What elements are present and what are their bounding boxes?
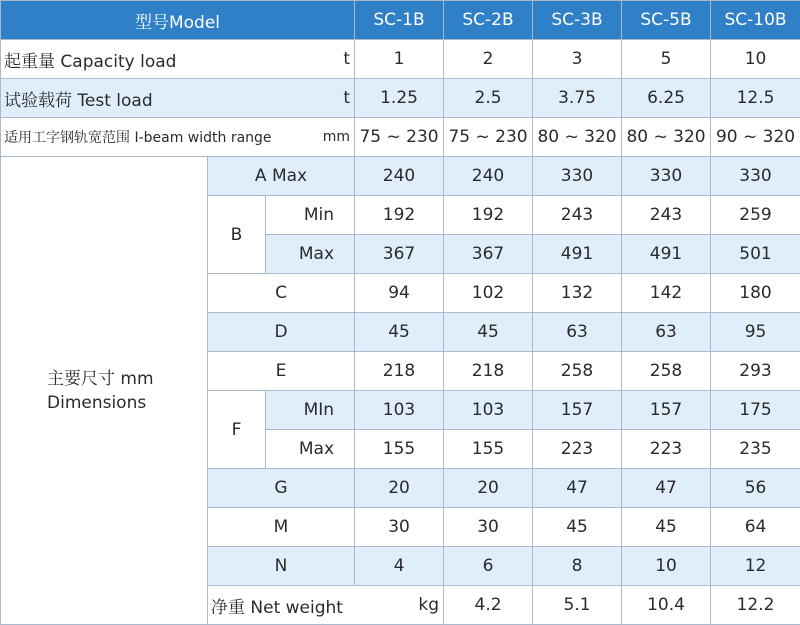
table-cell: 491 <box>533 235 622 274</box>
table-cell: 258 <box>622 352 711 391</box>
net-weight-unit: kg <box>418 595 440 615</box>
model-header: 型号Model <box>1 1 355 40</box>
model-sc-2b: SC-2B <box>444 1 533 40</box>
dim-a-row <box>1 157 800 196</box>
table-cell: 491 <box>622 235 711 274</box>
test-load-label: 试验载荷 Test load t <box>1 79 355 118</box>
dim-b-max-label: Max <box>266 235 355 274</box>
net-weight-label: 净重 Net weight kg <box>208 586 444 625</box>
table-cell: 501 <box>711 235 800 274</box>
model-sc-3b: SC-3B <box>533 1 622 40</box>
table-cell: 63 <box>533 313 622 352</box>
table-cell: 2 <box>444 40 533 79</box>
table-cell: 102 <box>444 274 533 313</box>
table-cell: 4 <box>355 547 444 586</box>
table-cell: 192 <box>444 196 533 235</box>
table-cell: 6.25 <box>622 79 711 118</box>
table-cell: 45 <box>622 508 711 547</box>
table-cell: 20 <box>444 469 533 508</box>
table-cell: 80 ~ 320 <box>533 118 622 157</box>
table-cell: 157 <box>622 391 711 430</box>
dim-d-label: D <box>208 313 355 352</box>
table-cell: 5 <box>622 40 711 79</box>
table-cell: 75 ~ 230 <box>444 118 533 157</box>
table-cell: 175 <box>711 391 800 430</box>
table-cell: 155 <box>444 430 533 469</box>
table-cell: 3 <box>533 40 622 79</box>
table-cell: 4.2 <box>444 586 533 625</box>
table-cell: 330 <box>622 157 711 196</box>
table-cell: 243 <box>533 196 622 235</box>
table-cell: 218 <box>444 352 533 391</box>
table-cell: 1 <box>355 40 444 79</box>
table-cell: 45 <box>355 313 444 352</box>
table-cell: 90 ~ 320 <box>711 118 800 157</box>
table-cell: 12.5 <box>711 79 800 118</box>
table-cell: 63 <box>622 313 711 352</box>
dim-e-label: E <box>208 352 355 391</box>
dim-n-label: N <box>208 547 355 586</box>
table-cell: 293 <box>711 352 800 391</box>
table-cell: 47 <box>533 469 622 508</box>
test-load-row <box>1 79 800 118</box>
table-cell: 367 <box>444 235 533 274</box>
dim-f-max-label: Max <box>266 430 355 469</box>
table-cell: 157 <box>533 391 622 430</box>
dim-g-label: G <box>208 469 355 508</box>
capacity-label: 起重量 Capacity load t <box>1 40 355 79</box>
table-cell: 240 <box>355 157 444 196</box>
dim-c-label: C <box>208 274 355 313</box>
beam-range-unit: mm <box>322 129 351 145</box>
model-sc-10b: SC-10B <box>711 1 800 40</box>
test-load-unit: t <box>343 88 351 108</box>
table-cell: 259 <box>711 196 800 235</box>
capacity-unit: t <box>343 49 351 69</box>
table-cell: 6 <box>444 547 533 586</box>
table-cell: 2.5 <box>444 79 533 118</box>
table-cell: 5.1 <box>533 586 622 625</box>
table-cell: 1.25 <box>355 79 444 118</box>
table-cell: 142 <box>622 274 711 313</box>
table-cell: 94 <box>355 274 444 313</box>
table-cell: 56 <box>711 469 800 508</box>
table-cell: 12 <box>711 547 800 586</box>
table-cell: 10 <box>711 40 800 79</box>
table-cell: 64 <box>711 508 800 547</box>
model-sc-1b: SC-1B <box>355 1 444 40</box>
table-cell: 10 <box>622 547 711 586</box>
table-cell: 258 <box>533 352 622 391</box>
table-cell: 243 <box>622 196 711 235</box>
table-cell: 45 <box>444 313 533 352</box>
dim-b-min-label: Min <box>266 196 355 235</box>
dimensions-label: 主要尺寸 mm Dimensions <box>1 157 208 625</box>
table-cell: 30 <box>444 508 533 547</box>
table-cell: 223 <box>533 430 622 469</box>
table-cell: 103 <box>444 391 533 430</box>
model-sc-5b: SC-5B <box>622 1 711 40</box>
table-cell: 30 <box>355 508 444 547</box>
table-cell: 10.4 <box>622 586 711 625</box>
table-cell: 80 ~ 320 <box>622 118 711 157</box>
beam-range-label: 适用工字钢轨宽范围 I-beam width range mm <box>1 118 355 157</box>
capacity-row <box>1 40 800 79</box>
beam-range-row <box>1 118 800 157</box>
dim-f-min-label: MIn <box>266 391 355 430</box>
table-cell: 3.75 <box>533 79 622 118</box>
table-cell: 180 <box>711 274 800 313</box>
table-cell: 235 <box>711 430 800 469</box>
table-cell: 8 <box>533 547 622 586</box>
table-cell: 240 <box>444 157 533 196</box>
dim-f-label: F <box>208 391 266 469</box>
table-cell: 103 <box>355 391 444 430</box>
table-cell: 45 <box>533 508 622 547</box>
dim-b-label: B <box>208 196 266 274</box>
table-cell: 192 <box>355 196 444 235</box>
dim-a-label: A Max <box>208 157 355 196</box>
table-cell: 75 ~ 230 <box>355 118 444 157</box>
table-cell: 367 <box>355 235 444 274</box>
table-cell: 330 <box>533 157 622 196</box>
table-cell: 132 <box>533 274 622 313</box>
table-cell: 47 <box>622 469 711 508</box>
table-cell: 218 <box>355 352 444 391</box>
dim-m-label: M <box>208 508 355 547</box>
table-cell: 12.2 <box>711 586 800 625</box>
table-cell: 330 <box>711 157 800 196</box>
table-cell: 223 <box>622 430 711 469</box>
table-cell: 95 <box>711 313 800 352</box>
table-cell: 155 <box>355 430 444 469</box>
table-cell: 20 <box>355 469 444 508</box>
header-row <box>1 1 800 40</box>
